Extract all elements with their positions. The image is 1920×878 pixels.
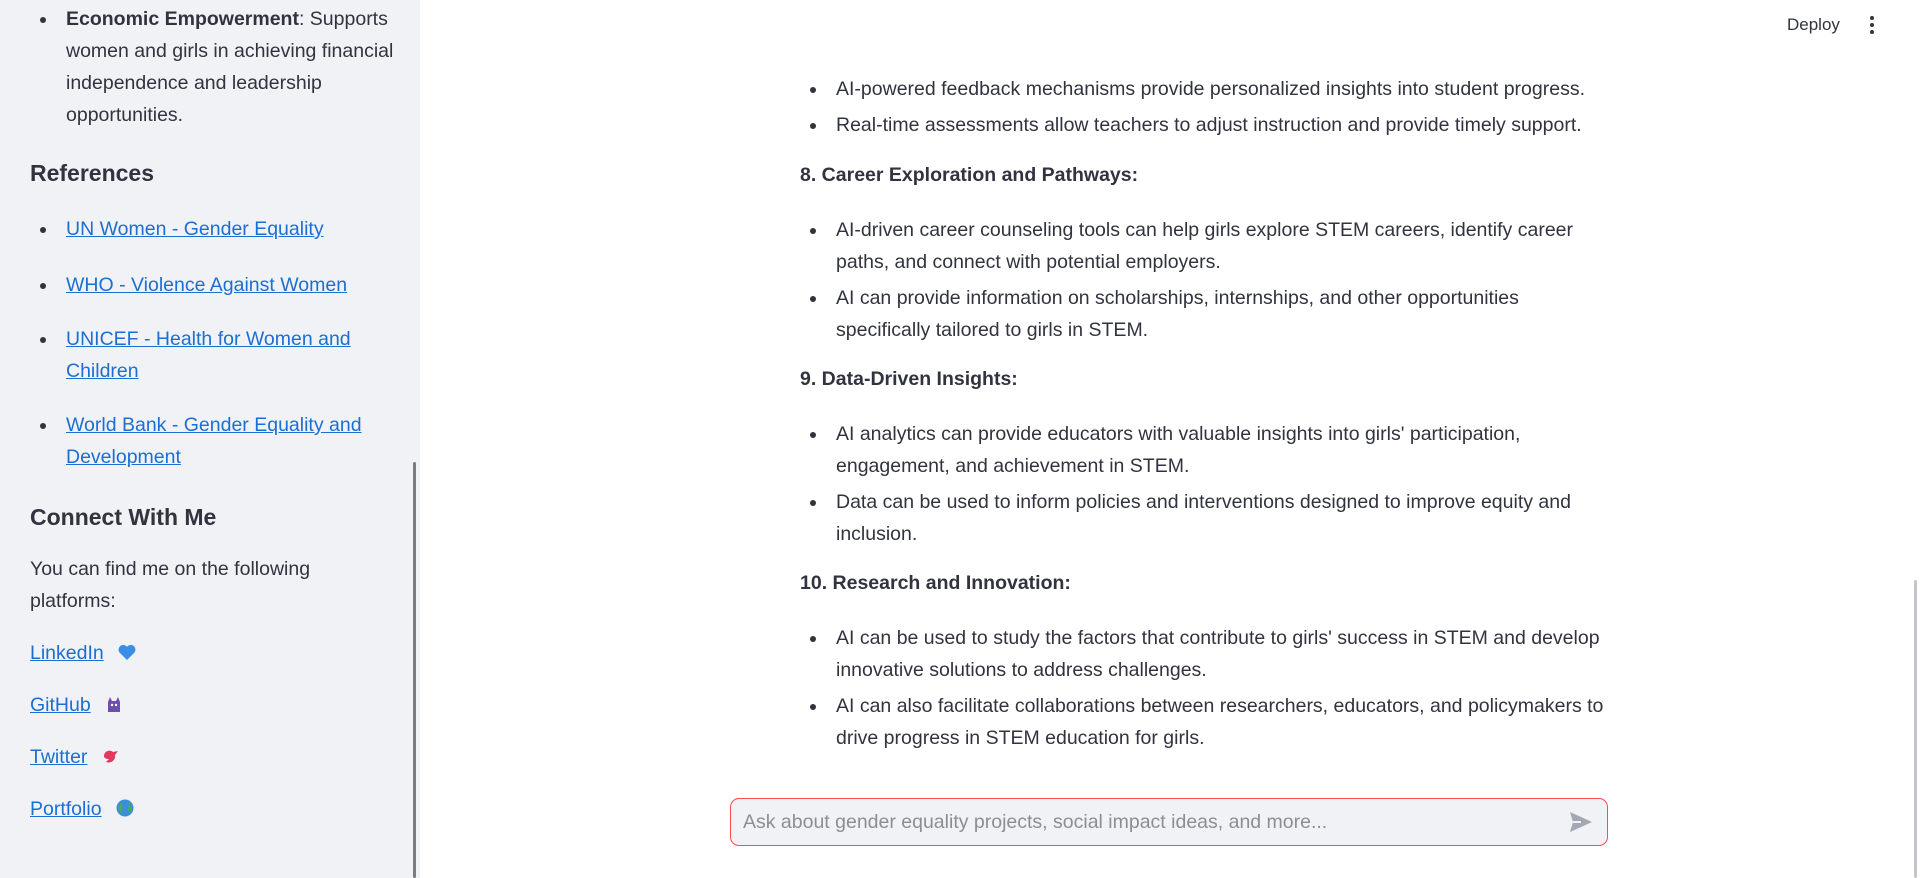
list-item: AI analytics can provide educators with valuable insights into girls' participation, engagement, and achievement in STEM.: [836, 418, 1616, 482]
reference-item: [30, 213, 400, 245]
list-item: AI can be used to study the factors that contribute to girls' success in STEM and develop innovative solutions to address challenges.: [836, 622, 1616, 686]
list-item: [30, 3, 400, 131]
reference-link-who[interactable]: WHO - Violence Against Women: [66, 274, 348, 296]
section-heading: 9. Data-Driven Insights:: [800, 368, 1018, 390]
empowerment-title: Economic Empowerment: [66, 8, 299, 30]
main-menu-icon[interactable]: [1862, 13, 1882, 39]
reference-item: [30, 409, 400, 473]
references-heading: References: [30, 160, 155, 186]
list-item: AI-powered feedback mechanisms provide personalized insights into student progress.: [836, 73, 1616, 105]
list-item: AI can also facilitate collaborations between researchers, educators, and policymakers to drive progress in STEM education for girls.: [836, 690, 1616, 754]
references-list: [30, 213, 400, 497]
sidebar-scrollbar[interactable]: [413, 462, 416, 878]
social-github: [30, 689, 124, 721]
list-item: Data can be used to inform policies and interventions designed to improve equity and inclusion.: [836, 486, 1616, 550]
chat-input-container: [730, 798, 1608, 846]
section-bullet-list: [836, 214, 1616, 350]
list-item: Real-time assessments allow teachers to adjust instruction and provide timely support.: [836, 109, 1616, 141]
globe-icon: [115, 798, 135, 818]
send-icon: [1567, 809, 1595, 835]
social-portfolio: [30, 793, 135, 825]
section-heading: 8. Career Exploration and Pathways:: [800, 164, 1139, 186]
bird-icon: [101, 746, 121, 766]
social-twitter: [30, 741, 121, 773]
twitter-link[interactable]: Twitter: [30, 746, 88, 768]
github-link[interactable]: GitHub: [30, 694, 91, 716]
section-bullet-list: [836, 418, 1616, 554]
connect-description: You can find me on the following platforms:: [30, 558, 311, 612]
section-heading: 10. Research and Innovation:: [800, 572, 1071, 594]
sidebar: [0, 0, 420, 878]
empowerment-list: [30, 3, 400, 131]
chat-input[interactable]: [741, 799, 1545, 846]
reference-link-world-bank[interactable]: World Bank - Gender Equality and Development: [66, 414, 362, 468]
reference-item: [30, 269, 400, 301]
linkedin-link[interactable]: LinkedIn: [30, 642, 104, 664]
connect-heading: Connect With Me: [30, 504, 217, 530]
social-linkedin: [30, 637, 137, 669]
top-bullet-list: [836, 73, 1616, 145]
portfolio-link[interactable]: Portfolio: [30, 798, 102, 820]
list-item: AI-driven career counseling tools can help girls explore STEM careers, identify career paths, and connect with potential employers.: [836, 214, 1616, 278]
deploy-button[interactable]: Deploy: [1771, 10, 1856, 40]
blue-heart-icon: [117, 642, 137, 662]
send-button[interactable]: [1567, 809, 1595, 835]
reference-link-unicef[interactable]: UNICEF - Health for Women and Children: [66, 328, 351, 382]
section-bullet-list: [836, 622, 1616, 758]
reference-item: [30, 323, 400, 387]
cat-icon: [104, 694, 124, 714]
main-scrollbar[interactable]: [1914, 580, 1917, 878]
empowerment-text: : Supports women and girls in achieving financial independence and leadership opportunities.: [66, 8, 394, 126]
reference-link-un-women[interactable]: UN Women - Gender Equality: [66, 218, 324, 240]
list-item: AI can provide information on scholarships, internships, and other opportunities specifically tailored to girls in STEM.: [836, 282, 1616, 346]
